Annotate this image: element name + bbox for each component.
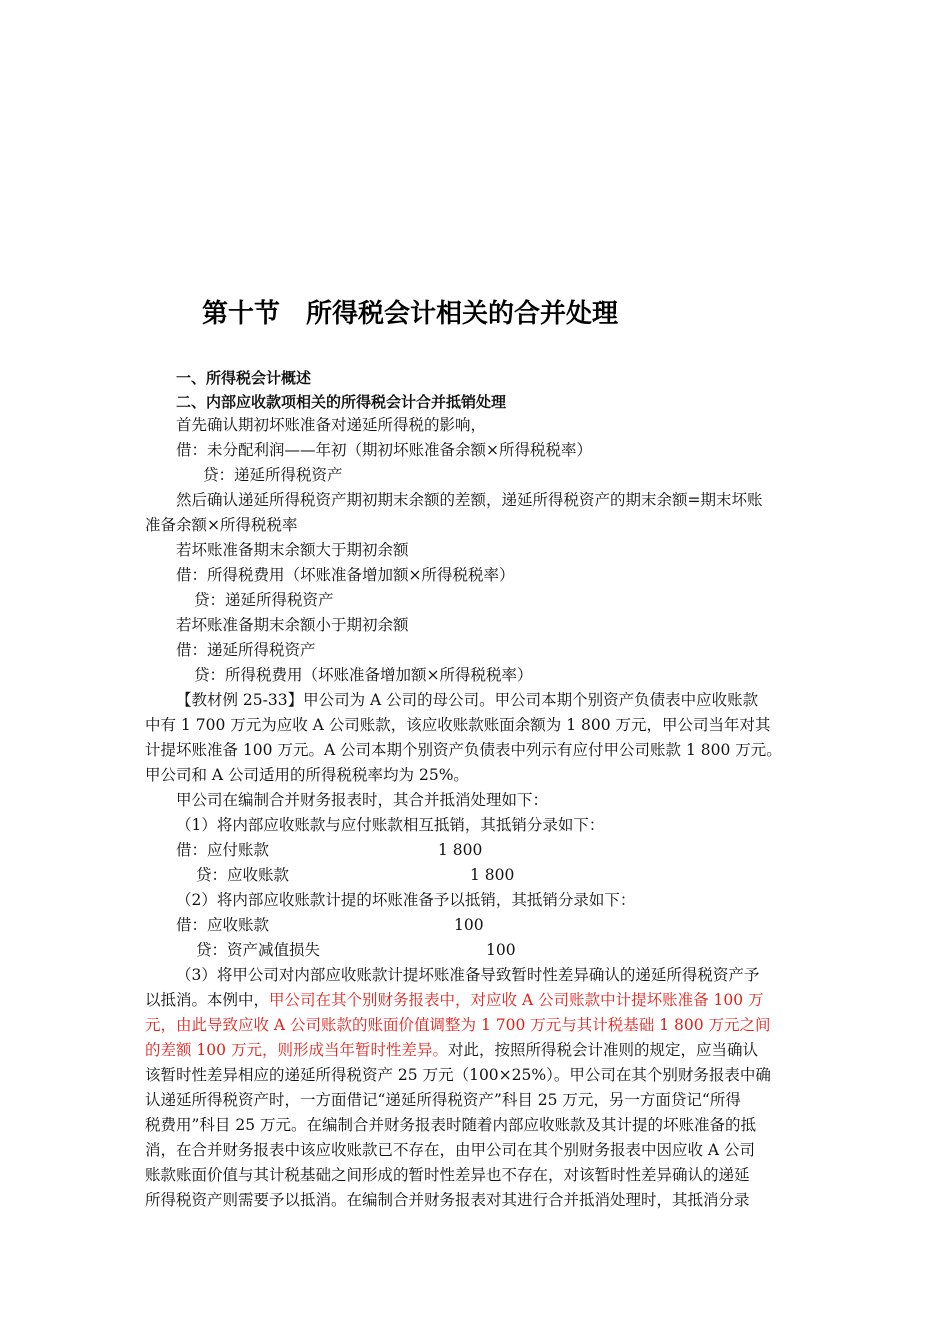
text-line: 若坏账准备期末余额大于期初余额 bbox=[176, 541, 409, 559]
plain-text: 对此，按照所得税会计准则的规定，应当确认 bbox=[447, 1041, 758, 1059]
paragraph-line bbox=[145, 989, 764, 1011]
highlighted-text: 甲公司在其个别财务报表中，对应收 A 公司账款中计提坏账准备 100 万 bbox=[269, 991, 764, 1009]
journal-credit: 贷：应收账款 bbox=[196, 866, 290, 884]
step-line: （3）将甲公司对内部应收账款计提坏账准备导致暂时性差异确认的递延所得税资产予 bbox=[176, 966, 760, 984]
paragraph-line: 认递延所得税资产时，一方面借记“递延所得税资产”科目 25 万元，另一方面贷记“所得 bbox=[145, 1091, 741, 1109]
highlighted-text: 的差额 100 万元，则形成当年暂时性差异。 bbox=[145, 1041, 448, 1059]
text-line: 准备余额×所得税税率 bbox=[145, 516, 298, 534]
example-line: 甲公司和 A 公司适用的所得税税率均为 25%。 bbox=[145, 766, 469, 784]
text-line: 首先确认期初坏账准备对递延所得税的影响， bbox=[176, 416, 487, 434]
journal-debit: 借：应付账款 bbox=[176, 841, 270, 859]
highlighted-text: 元，由此导致应收 A 公司账款的账面价值调整为 1 700 万元与其计税基础 1 800 万元之间 bbox=[145, 1016, 771, 1034]
paragraph-line bbox=[145, 1039, 758, 1061]
journal-amount: 100 bbox=[486, 941, 516, 959]
example-line: 计提坏账准备 100 万元。A 公司本期个别资产负债表中列示有应付甲公司账款 1 800 万元。 bbox=[145, 741, 782, 759]
journal-debit: 借：未分配利润——年初（期初坏账准备余额×所得税税率） bbox=[176, 441, 592, 459]
section-title: 第十节 所得税会计相关的合并处理 bbox=[202, 299, 619, 329]
journal-debit: 借：所得税费用（坏账准备增加额×所得税税率） bbox=[176, 566, 515, 584]
paragraph-line: 所得税资产则需要予以抵消。在编制合并财务报表对其进行合并抵消处理时，其抵消分录 bbox=[145, 1191, 750, 1209]
example-line: 【教材例 25-33】甲公司为 A 公司的母公司。甲公司本期个别资产负债表中应收账款 bbox=[176, 691, 759, 709]
text-line: 若坏账准备期末余额小于期初余额 bbox=[176, 616, 409, 634]
paragraph-line: 消，在合并财务报表中该应收账款已不存在，由甲公司在其个别财务报表中因应收 A 公司 bbox=[145, 1141, 756, 1159]
heading-1: 一、所得税会计概述 bbox=[176, 369, 312, 387]
journal-credit: 贷：递延所得税资产 bbox=[194, 591, 334, 609]
journal-credit: 贷：所得税费用（坏账准备增加额×所得税税率） bbox=[194, 666, 533, 684]
plain-text: 以抵消。本例中， bbox=[145, 991, 270, 1009]
step-line: （2）将内部应收账款计提的坏账准备予以抵销，其抵销分录如下： bbox=[176, 891, 636, 909]
heading-2: 二、内部应收款项相关的所得税会计合并抵销处理 bbox=[176, 393, 507, 411]
journal-amount: 100 bbox=[454, 916, 484, 934]
journal-debit: 借：应收账款 bbox=[176, 916, 270, 934]
journal-amount: 1 800 bbox=[438, 841, 483, 859]
paragraph-line: 账款账面价值与其计税基础之间形成的暂时性差异也不存在，对该暂时性差异确认的递延 bbox=[145, 1166, 750, 1184]
journal-debit: 借：递延所得税资产 bbox=[176, 641, 316, 659]
paragraph-line: 该暂时性差异相应的递延所得税资产 25 万元（100×25%）。甲公司在其个别财务报表中确 bbox=[145, 1066, 771, 1084]
paragraph-line: 税费用”科目 25 万元。在编制合并财务报表时随着内部应收账款及其计提的坏账准备的抵 bbox=[145, 1116, 757, 1134]
journal-amount: 1 800 bbox=[470, 866, 515, 884]
text-line: 然后确认递延所得税资产期初期末余额的差额，递延所得税资产的期末余额=期末坏账 bbox=[176, 491, 763, 509]
journal-credit: 贷：递延所得税资产 bbox=[203, 466, 343, 484]
example-line: 中有 1 700 万元为应收 A 公司账款，该应收账款账面余额为 1 800 万元，甲公司当年对其 bbox=[145, 716, 771, 734]
text-line: 甲公司在编制合并财务报表时，其合并抵消处理如下： bbox=[176, 791, 549, 809]
step-line: （1）将内部应收账款与应付账款相互抵销，其抵销分录如下： bbox=[176, 816, 605, 834]
journal-credit: 贷：资产减值损失 bbox=[196, 941, 321, 959]
